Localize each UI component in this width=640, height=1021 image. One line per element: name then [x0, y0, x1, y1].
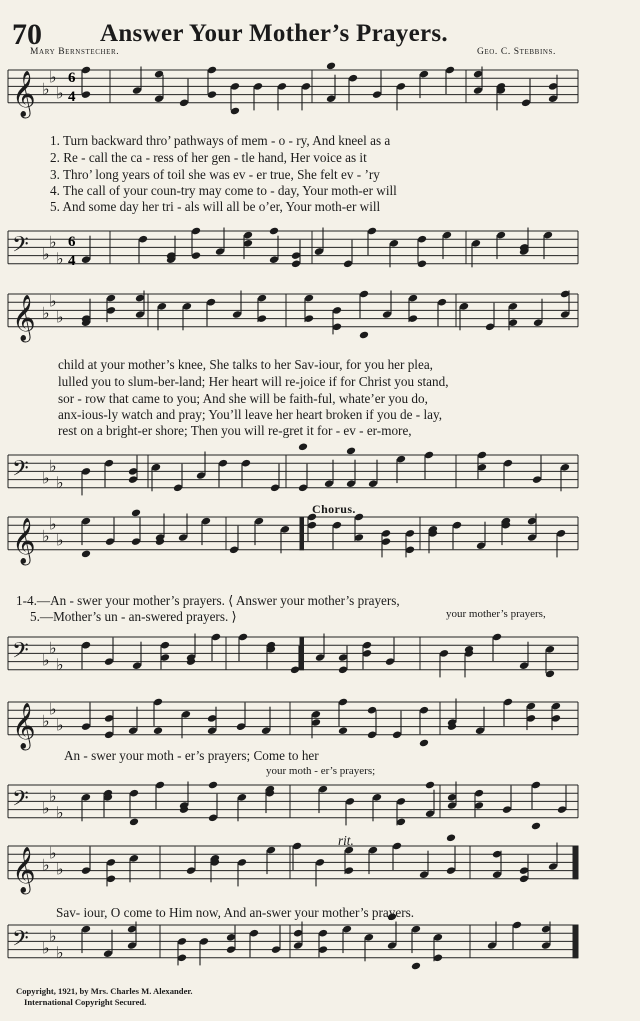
bass-staff — [8, 231, 578, 264]
verse-1-line-1: 1. Turn backward thro’ pathways of mem - o - ry, And kneel as a — [50, 133, 391, 148]
treble-staff — [8, 702, 578, 735]
flat-icon: ♭ — [42, 938, 50, 958]
flat-icon: ♭ — [42, 79, 50, 99]
section-barline — [300, 517, 304, 550]
bass-staff — [8, 455, 578, 488]
flat-icon: ♭ — [49, 456, 57, 476]
chorus-echo-1: your mother’s prayers, — [446, 608, 546, 620]
treble-clef-icon: 𝄞 — [12, 702, 36, 749]
bass-clef-icon: 𝄢 — [12, 232, 29, 263]
bass-staff — [8, 785, 578, 818]
flat-icon: ♭ — [56, 654, 64, 674]
copyright-notice — [16, 986, 193, 1008]
note-head — [81, 550, 91, 559]
chorus-label: Chorus. — [312, 502, 356, 516]
copyright-line-1: Copyright, 1921, by Mrs. Charles M. Alexander. — [16, 986, 193, 996]
bass-staff — [8, 925, 578, 958]
note-head — [446, 833, 456, 842]
tempo-marking: rit. — [338, 833, 354, 848]
note-head — [129, 818, 139, 827]
flat-icon: ♭ — [56, 472, 64, 492]
final-barline — [573, 925, 578, 958]
flat-icon: ♭ — [49, 514, 57, 534]
flat-icon: ♭ — [56, 802, 64, 822]
treble-clef-icon: 𝄞 — [12, 517, 36, 564]
note-head — [208, 781, 218, 790]
bass-time-signature-top: 6 — [68, 234, 76, 250]
flat-icon: ♭ — [49, 638, 57, 658]
final-barline — [573, 846, 578, 879]
chorus-echo-2: your moth - er’s prayers; — [266, 765, 376, 777]
chorus-line-2: 5.—Mother’s un - an-swered prayers. ⟩ — [30, 609, 237, 624]
bass-time-signature-bottom: 4 — [68, 253, 76, 269]
treble-clef-icon: 𝄞 — [12, 70, 36, 117]
flat-icon: ♭ — [49, 291, 57, 311]
verse-3-line-1: 3. Thro’ long years of toil she was ev - er true, She felt ev - ’ry — [50, 167, 380, 182]
flat-icon: ♭ — [42, 798, 50, 818]
note-head — [153, 726, 163, 735]
verse-4-line-2: anx-ious-ly watch and pray; You’ll leave her heart broken if you de - lay, — [58, 407, 443, 422]
time-signature-bottom: 4 — [68, 89, 76, 105]
chorus-line-3: An - swer your moth - er’s prayers; Come to her — [64, 748, 319, 763]
flat-icon: ♭ — [56, 942, 64, 962]
section-barline — [300, 637, 304, 670]
treble-clef-icon: 𝄞 — [12, 846, 36, 893]
flat-icon: ♭ — [42, 711, 50, 731]
bass-clef-icon: 𝄢 — [12, 638, 29, 669]
flat-icon: ♭ — [42, 650, 50, 670]
flat-icon: ♭ — [56, 307, 64, 327]
treble-staff — [8, 70, 578, 103]
bass-clef-icon: 𝄢 — [12, 786, 29, 817]
treble-staff — [8, 517, 578, 550]
flat-icon: ♭ — [42, 468, 50, 488]
chorus-line-1: 1-4.—An - swer your mother’s prayers. ⟨ Answer your mother’s prayers, — [16, 593, 400, 608]
flat-icon: ♭ — [49, 67, 57, 87]
note-head — [298, 442, 308, 451]
time-signature-top: 6 — [68, 70, 76, 86]
lyricist-credit: Mary Bernstecher. — [30, 47, 120, 57]
note-head — [531, 822, 541, 831]
flat-icon: ♭ — [56, 715, 64, 735]
bass-clef-icon: 𝄢 — [12, 926, 29, 957]
flat-icon: ♭ — [56, 859, 64, 879]
verse-2-line-1: 2. Re - call the ca - ress of her gen - tle hand, Her voice as it — [50, 150, 367, 165]
note-head — [131, 509, 141, 518]
flat-icon: ♭ — [49, 926, 57, 946]
verse-3-line-2: sor - row that came to you; And she will be faith-ful, whate’er you do, — [58, 391, 428, 406]
chorus-line-4: Sav- iour, O come to Him now, And an-swer your mother’s prayers. — [56, 905, 415, 920]
bass-clef-icon: 𝄢 — [12, 456, 29, 487]
note-head — [269, 227, 279, 236]
copyright-line-2: International Copyright Secured. — [24, 997, 147, 1007]
flat-icon: ♭ — [56, 83, 64, 103]
hymn-number: 70 — [12, 18, 42, 51]
note-head — [419, 739, 429, 748]
flat-icon: ♭ — [56, 530, 64, 550]
flat-icon: ♭ — [42, 303, 50, 323]
flat-icon: ♭ — [49, 786, 57, 806]
flat-icon: ♭ — [49, 699, 57, 719]
treble-clef-icon: 𝄞 — [12, 294, 36, 341]
verse-5-line-2: rest on a bright-er shore; Then you will re-gret it for - ev - er-more, — [58, 423, 412, 438]
note-head — [359, 331, 369, 340]
verse-5-line-1: 5. And some day her tri - als will all be o’er, Your moth-er will — [50, 199, 381, 214]
note-head — [411, 962, 421, 971]
note-head — [425, 781, 435, 790]
note-head — [338, 726, 348, 735]
flat-icon: ♭ — [56, 248, 64, 268]
note-head — [346, 447, 356, 456]
treble-staff — [8, 294, 578, 327]
flat-icon: ♭ — [42, 526, 50, 546]
flat-icon: ♭ — [42, 244, 50, 264]
verse-2-line-2: lulled you to slum-ber-land; Her heart will re-joice if for Christ you stand, — [58, 374, 449, 389]
flat-icon: ♭ — [49, 843, 57, 863]
note-head — [326, 62, 336, 71]
verse-1-line-2: child at your mother’s knee, She talks to her Sav-iour, for you her plea, — [58, 357, 433, 372]
flat-icon: ♭ — [49, 232, 57, 252]
verse-4-line-1: 4. The call of your coun-try may come to - day, Your moth-er will — [50, 183, 397, 198]
flat-icon: ♭ — [42, 855, 50, 875]
hymn-title: Answer Your Mother’s Prayers. — [100, 20, 448, 47]
composer-credit: Geo. C. Stebbins. — [476, 47, 556, 57]
